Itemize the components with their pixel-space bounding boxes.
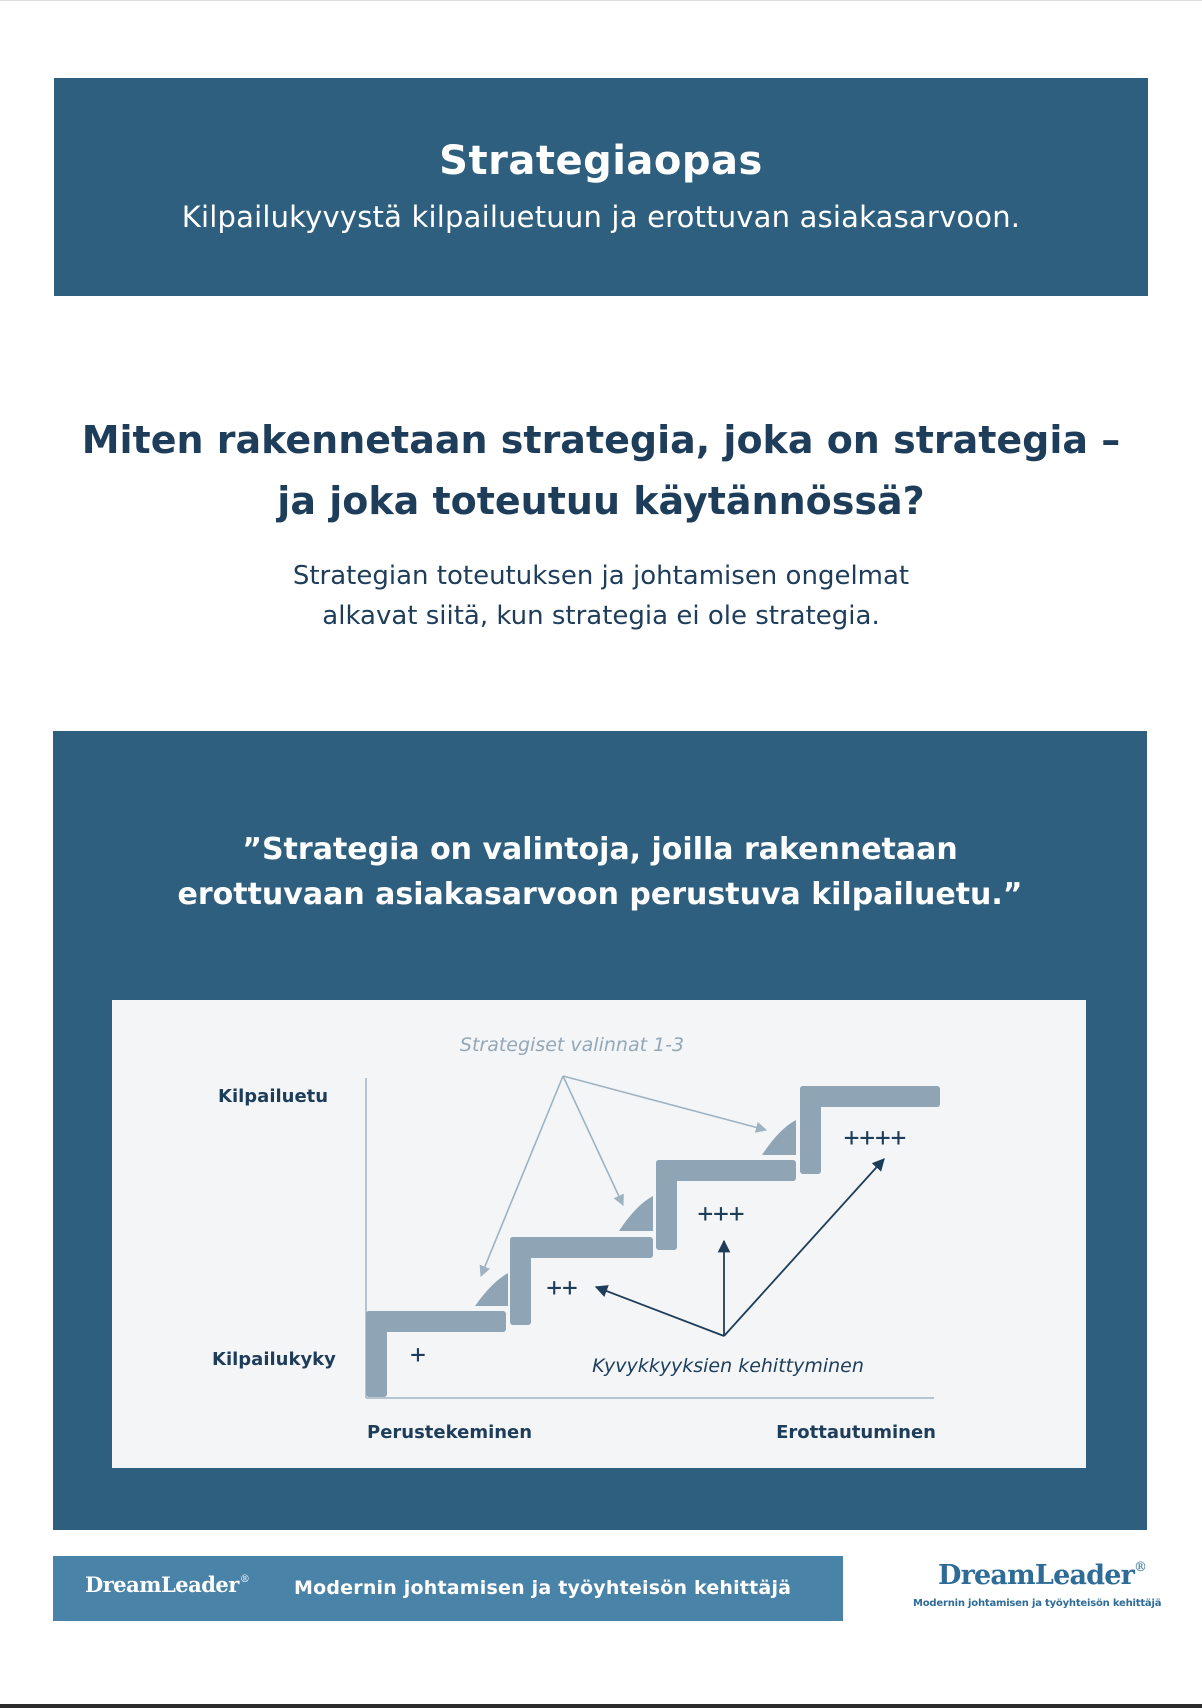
logo-name-text: DreamLeader [938,1560,1135,1591]
footer-brand-mark: ® [239,1574,250,1585]
capability-arrow-3 [724,1159,884,1336]
step-1-level: + [410,1340,426,1370]
intro-heading-line-2: ja joka toteutuu käytännössä? [277,479,925,523]
choice-arrow-3 [563,1076,766,1130]
x-label-left: Perustekeminen [367,1422,533,1443]
intro-text [54,556,1148,636]
step-3-wedge [619,1196,653,1231]
choice-arrow-2 [563,1076,623,1205]
page-subtitle: Kilpailukyvystä kilpailuetuun ja erottuvan asiakasarvoon. [181,200,1021,234]
logo-name [938,1560,1146,1591]
y-label-top: Kilpailuetu [218,1086,329,1107]
page-title: Strategiaopas [439,138,763,184]
header-banner [54,78,1148,296]
quote-section [53,731,1147,1530]
strategy-quote [53,827,1147,917]
step-1-riser [366,1311,387,1397]
intro-heading-line-1: Miten rakennetaan strategia, joka on strategia – [81,418,1121,462]
footer-tagline: Modernin johtamisen ja työyhteisön kehittäjä [294,1577,792,1599]
logo-tagline: Modernin johtamisen ja työyhteisön kehittäjä [913,1598,1162,1609]
step-2 [510,1237,653,1325]
footer-brand-name: DreamLeader [85,1572,239,1597]
step-2-riser [510,1237,531,1325]
staircase-diagram-svg [112,1000,1086,1468]
y-label-bottom: Kilpailukyky [212,1349,336,1370]
quote-line-2: erottuvaan asiakasarvoon perustuva kilpailuetu.” [177,877,1023,912]
quote-line-1: ”Strategia on valintoja, joilla rakennetaan [242,832,958,867]
step-2-level: ++ [546,1273,578,1303]
step-2-wedge [475,1273,508,1306]
intro-text-line-1: Strategian toteutuksen ja johtamisen ongelmat [292,561,910,591]
step-4-level: ++++ [843,1123,907,1153]
logo-mark: ® [1134,1560,1147,1575]
step-4-riser [800,1086,821,1174]
step-2-tread [510,1237,653,1258]
x-label-right: Erottautuminen [776,1422,936,1443]
intro-heading [54,410,1148,532]
step-3-riser [656,1160,677,1250]
footer-brand [85,1572,249,1597]
diagram-title: Strategiset valinnat 1-3 [459,1034,685,1056]
intro-text-line-2: alkavat siitä, kun strategia ei ole strategia. [322,601,880,631]
footer-bar [53,1556,843,1621]
capability-arrow-1 [596,1287,724,1336]
staircase-diagram [112,1000,1086,1468]
step-1 [366,1311,506,1397]
capability-label: Kyvykkyyksien kehittyminen [592,1355,864,1377]
dreamleader-logo [905,1560,1162,1620]
top-divider [0,0,1202,1]
step-4-wedge [762,1120,796,1155]
bottom-divider [0,1704,1202,1708]
step-3-level: +++ [697,1199,745,1229]
